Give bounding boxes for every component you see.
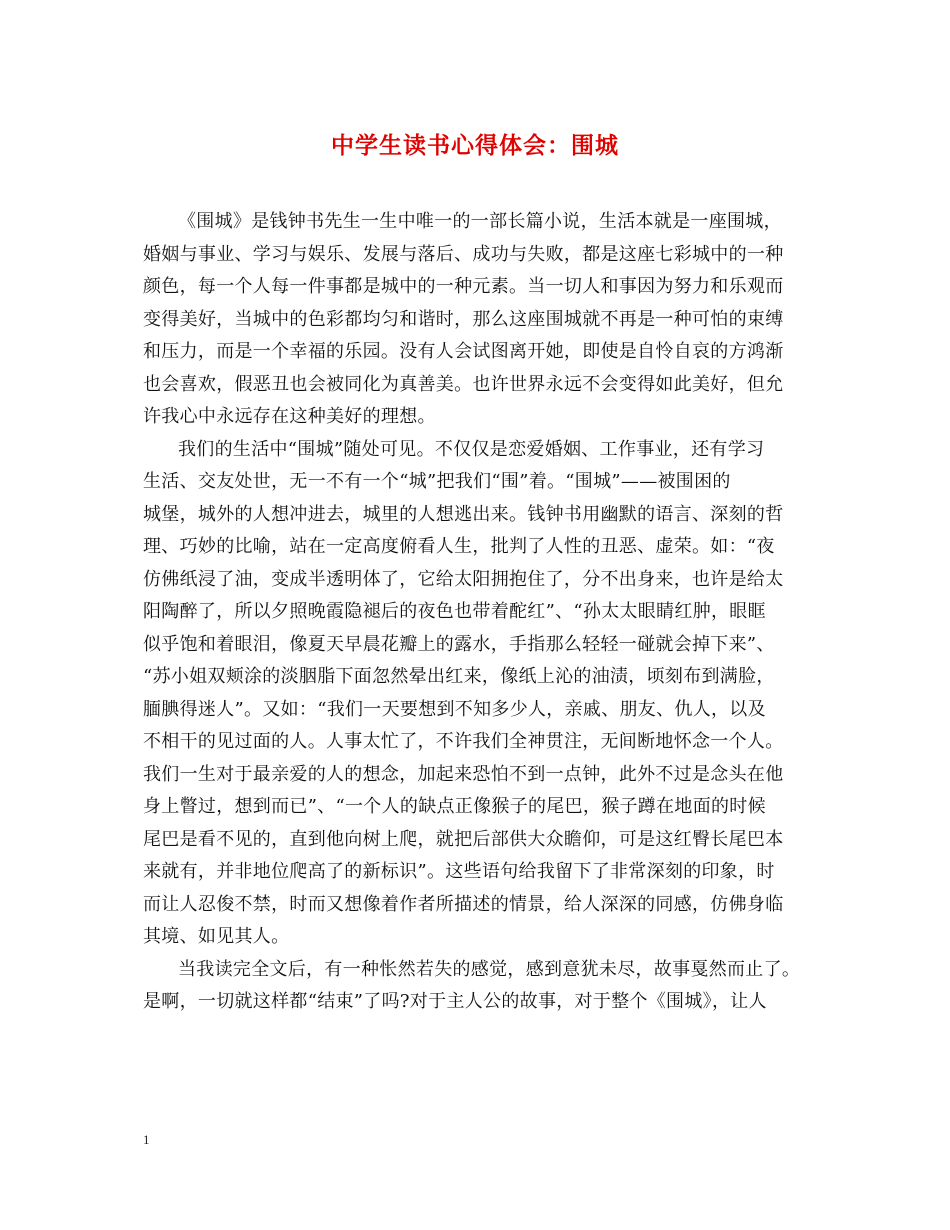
text-line: 理、巧妙的比喻，站在一定高度俯看人生，批判了人性的丑恶、虚荣。如：“夜 (143, 536, 775, 557)
text-line: 婚姻与事业、学习与娱乐、发展与落后、成功与失败，都是这座七彩城中的一种 (143, 243, 784, 265)
text-line: 阳陶醉了，所以夕照晚霞隐褪后的夜色也带着酡红”、“孙太太眼睛红肿，眼眶 (143, 601, 766, 622)
text-line: 生活、交友处世，无一不有一个“城”把我们“围”着。“围城”——被围困的 (143, 471, 731, 492)
text-line: 也会喜欢，假恶丑也会被同化为真善美。也许世界永远不会变得如此美好，但允 (143, 373, 784, 395)
document-title: 中学生读书心得体会：围城 (331, 132, 619, 159)
page-number: 1 (143, 1132, 150, 1147)
text-line: 尾巴是看不见的，直到他向树上爬，就把后部供大众瞻仰，可是这红臀长尾巴本 (143, 828, 784, 850)
text-line: 变得美好，当城中的色彩都均匀和谐时，那么这座围城就不再是一种可怕的束缚 (143, 308, 784, 330)
text-line: 城堡，城外的人想冲进去，城里的人想逃出来。钱钟书用幽默的语言、深刻的哲 (143, 503, 784, 525)
document-body (143, 206, 833, 1019)
paragraph-2 (143, 434, 833, 954)
text-line: 和压力，而是一个幸福的乐园。没有人会试图离开她，即使是自怜自哀的方鸿渐 (143, 341, 784, 362)
text-line: 许我心中永远存在这种美好的理想。 (143, 406, 436, 427)
text-line: 腼腆得迷人”。又如：“我们一天要想到不知多少人，亲戚、朋友、仇人，以及 (143, 698, 766, 720)
text-line: 不相干的见过面的人。人事太忙了，不许我们全神贯注，无间断地怀念一个人。 (143, 731, 784, 752)
text-line: 我们的生活中“围城”随处可见。不仅仅是恋爱婚姻、工作事业，还有学习 (178, 438, 765, 460)
text-line: 当我读完全文后，有一种怅然若失的感觉，感到意犹未尽，故事戛然而止了。 (178, 958, 801, 980)
paragraph-3 (143, 954, 833, 1019)
text-line: 我们一生对于最亲爱的人的想念，加起来恐怕不到一点钟，此外不过是念头在他 (143, 763, 784, 785)
text-line: 身上瞥过，想到而已”、“一个人的缺点正像猴子的尾巴，猴子蹲在地面的时候 (143, 796, 766, 817)
paragraph-1 (143, 206, 833, 434)
text-line: 《围城》是钱钟书先生一生中唯一的一部长篇小说，生活本就是一座围城， (178, 211, 782, 232)
text-line: 来就有，并非地位爬高了的新标识”。这些语句给我留下了非常深刻的印象，时 (143, 861, 775, 882)
text-line: 颜色，每一个人每一件事都是城中的一种元素。当一切人和事因为努力和乐观而 (143, 276, 784, 297)
text-line: 似乎饱和着眼泪，像夏天早晨花瓣上的露水，手指那么轻轻一碰就会掉下来”、 (143, 633, 775, 655)
text-line: 其境、如见其人。 (143, 926, 290, 947)
text-line: 而让人忍俊不禁，时而又想像着作者所描述的情景，给人深深的同感，仿佛身临 (143, 893, 784, 915)
text-line: “苏小姐双颊涂的淡胭脂下面忽然晕出红来，像纸上沁的油渍，顷刻布到满脸， (143, 666, 775, 687)
text-line: 是啊，一切就这样都“结束”了吗?对于主人公的故事，对于整个《围城》，让人 (143, 991, 767, 1012)
text-line: 仿佛纸浸了油，变成半透明体了，它给太阳拥抱住了，分不出身来，也许是给太 (143, 568, 784, 590)
